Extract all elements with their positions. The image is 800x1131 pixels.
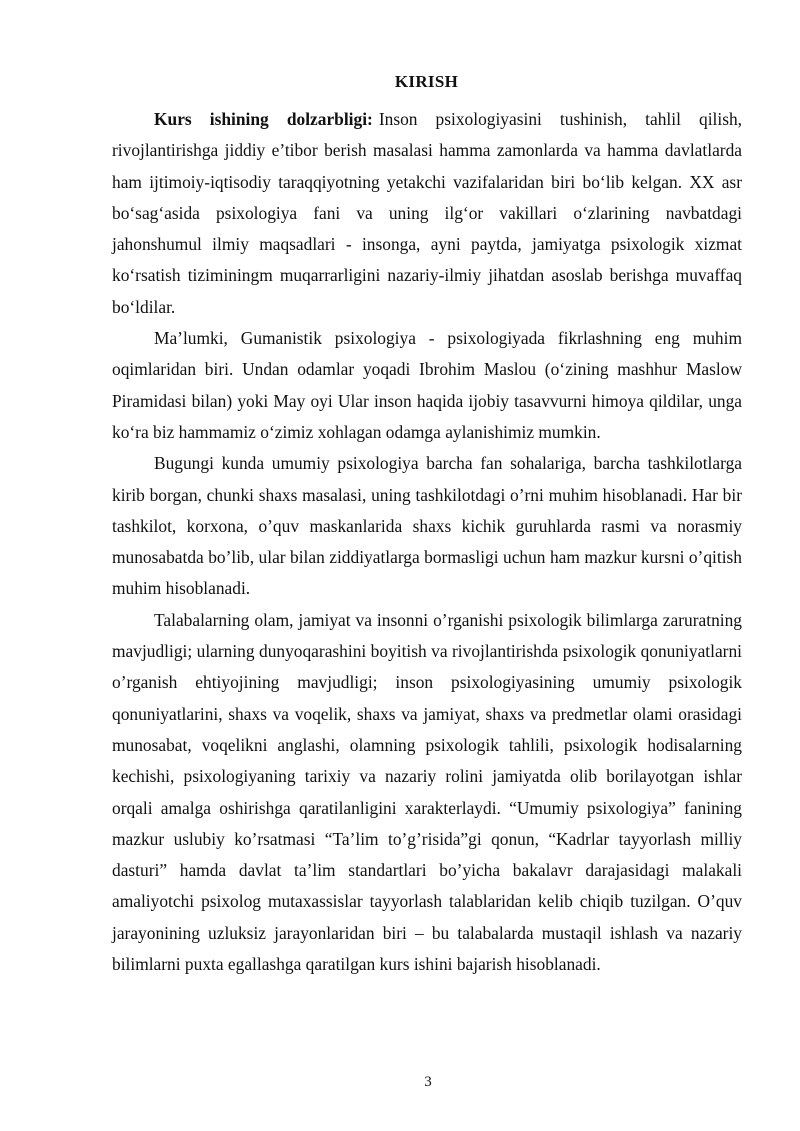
body-text xyxy=(112,104,742,980)
paragraph-humanistic: Ma’lumki, Gumanistik psixologiya - psixologiyada fikrlashning eng muhim oqimlaridan biri. Undan odamlar yoqadi Ibrohim Maslou (o‘zining mashhur Maslow Piramidasi bilan) yoki May oyi Ular inson haqida ijobiy tasavvurni himoya qildilar, unga ko‘ra biz hammamiz o‘zimiz xohlagan odamga aylanishimiz mumkin. xyxy=(112,328,742,442)
paragraph-relevance xyxy=(112,104,742,323)
page-number: 3 xyxy=(424,1074,432,1090)
paragraph-lead: Kurs ishining dolzarbligi: xyxy=(154,109,373,129)
paragraph-students: Talabalarning olam, jamiyat va insonni o’rganishi psixologik bilimlarga zaruratning mavjudligi; ularning dunyoqarashini boyitish va rivojlantirishda psixologik qonuniyatlarni o’rganish ehtiyojining mavjudligi; inson psixologiyasining umumiy psixologik qonuniyatlarini, shaxs va voqelik, shaxs va jamiyat, shaxs va predmetlar olami orasidagi munosabat, voqelikni anglashi, olamning psixologik tahlili, psixologik hodisalarning kechishi, psixologiyaning tarixiy va nazariy rolini jamiyatda olib borilayotgan ishlar orqali amalga oshirishga qaratilanligini xarakterlaydi. “Umumiy psixologiya” fanining mazkur uslubiy ko’rsatmasi “Ta’lim to’g’risida”gi qonun, “Kadrlar tayyorlash milliy dasturi” hamda davlat ta’lim standartlari bo’yicha bakalavr darajasidagi malakali amaliyotchi psixolog mutaxassislar tayyorlash talablaridan kelib chiqib tuzilgan. O’quv jarayonining uzluksiz jarayonlaridan biri – bu talabalarda mustaqil ishlash va nazariy bilimlarni puxta egallashga qaratilgan kurs ishini bajarish hisoblanadi. xyxy=(112,609,742,975)
section-heading: KIRISH xyxy=(394,72,459,91)
paragraph-today: Bugungi kunda umumiy psixologiya barcha fan sohalariga, barcha tashkilotlarga kirib borgan, chunki shaxs masalasi, uning tashkilotdagi o’rni muhim hisoblanadi. Har bir tashkilot, korxona, o’quv maskanlarida shaxs kichik guruhlarda rasmi va norasmiy munosabatda bo’lib, ular bilan ziddiyatlarga bormasligi uchun ham mazkur kursni o’qitish muhim hisoblanadi. xyxy=(112,453,742,599)
paragraph-text: Inson psixologiyasini tushinish, tahlil qilish, rivojlantirishga jiddiy e’tibor berish masalasi hamma zamonlarda va hamma davlatlarda ham ijtimoiy-iqtisodiy taraqqiyotning yetakchi vazifalaridan biri bo‘lib kelgan. XX asr bo‘sag‘asida psixologiya fani va uning ilg‘or vakillari o‘zlarining navbatdagi jahonshumul ilmiy maqsadlari - insonga, ayni paytda, jamiyatga psixologik xizmat ko‘rsatish tiziminingm muqarrarligini nazariy-ilmiy jihatdan asoslab berishga muvaffaq bo‘ldilar. xyxy=(112,109,743,317)
